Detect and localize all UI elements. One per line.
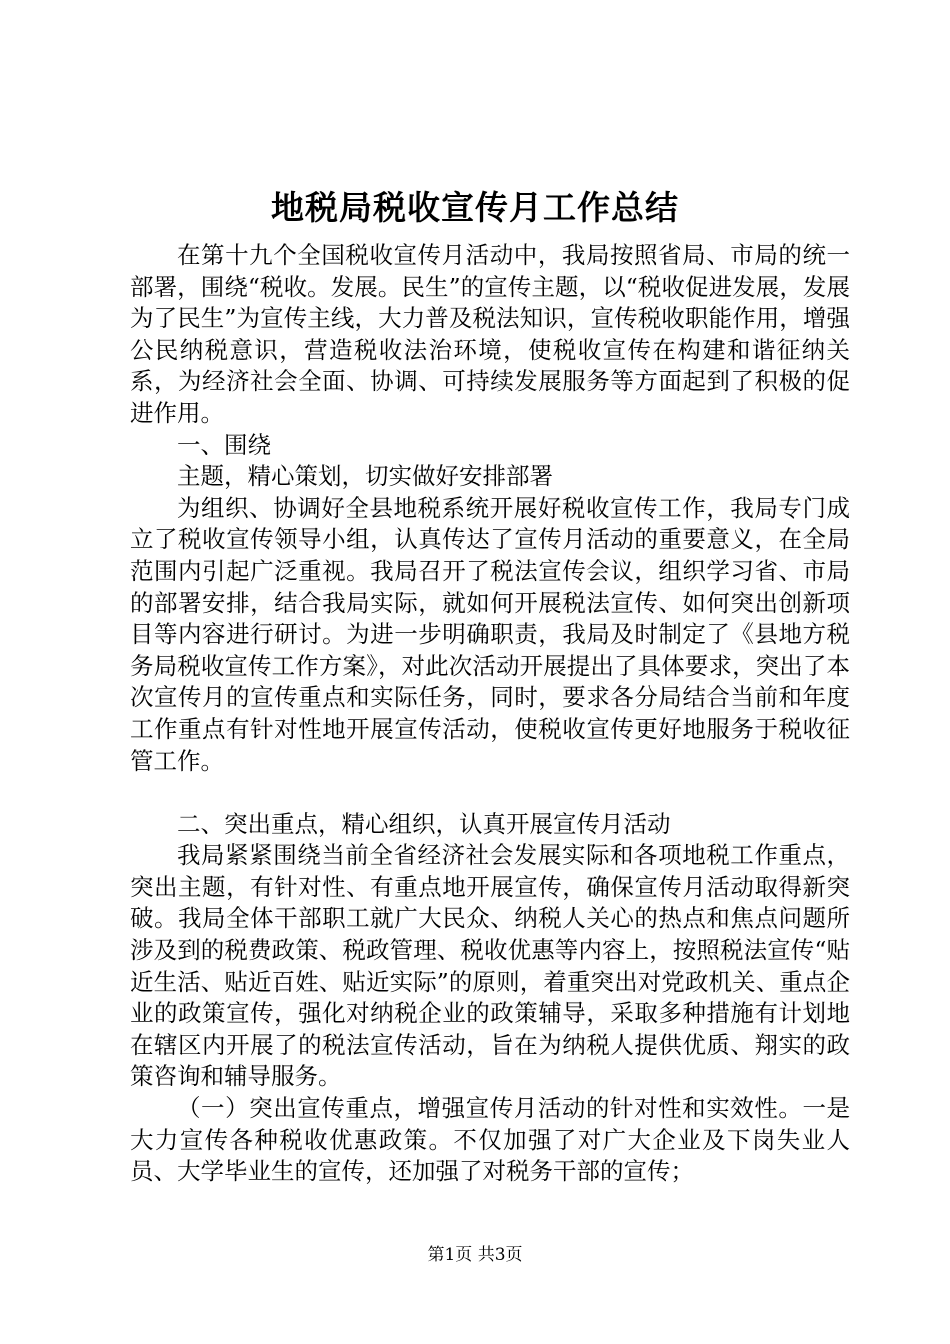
- page-footer: 第1页 共3页: [427, 1245, 523, 1265]
- paragraph-section-2: 我局紧紧围绕当前全省经济社会发展实际和各项地税工作重点，突出主题，有针对性、有重点地开展宣传，确保宣传月活动取得新突破。我局全体干部职工就广大民众、纳税人关心的热点和焦点问题所涉及到的税费政策、税政管理、税收优惠等内容上，按照税法宣传“贴近生活、贴近百姓、贴近实际”的原则，着重突出对党政机关、重点企业的政策宣传，强化对纳税企业的政策辅导，采取多种措施有计划地在辖区内开展了的税法宣传活动，旨在为纳税人提供优质、翔实的政策咨询和辅导服务。: [130, 841, 850, 1091]
- paragraph-intro: 在第十九个全国税收宣传月活动中，我局按照省局、市局的统一部署，围绕“税收。发展。民生”的宣传主题，以“税收促进发展，发展为了民生”为宣传主线，大力普及税法知识，宣传税收职能作用，增强公民纳税意识，营造税收法治环境，使税收宣传在构建和谐征纳关系，为经济社会全面、协调、可持续发展服务等方面起到了积极的促进作用。: [130, 241, 850, 427]
- section-heading-1-continued: 主题，精心策划，切实做好安排部署: [177, 462, 553, 491]
- section-heading-1: 一、围绕: [177, 430, 271, 459]
- document-body: [130, 240, 850, 1188]
- paragraph-gap: [130, 777, 850, 809]
- section-heading-2: 二、突出重点，精心组织，认真开展宣传月活动: [177, 809, 671, 838]
- paragraph-section-1: 为组织、协调好全县地税系统开展好税收宣传工作，我局专门成立了税收宣传领导小组，认真传达了宣传月活动的重要意义，在全局范围内引起广泛重视。我局召开了税法宣传会议，组织学习省、市局的部署安排，结合我局实际，就如何开展税法宣传、如何突出创新项目等内容进行研讨。为进一步明确职责，我局及时制定了《县地方税务局税收宣传工作方案》，对此次活动开展提出了具体要求，突出了本次宣传月的宣传重点和实际任务，同时，要求各分局结合当前和年度工作重点有针对性地开展宣传活动，使税收宣传更好地服务于税收征管工作。: [130, 493, 850, 775]
- document-title: 地税局税收宣传月工作总结: [271, 188, 679, 227]
- paragraph-subsection-1: （一）突出宣传重点，增强宣传月活动的针对性和实效性。一是大力宣传各种税收优惠政策。不仅加强了对广大企业及下岗失业人员、大学毕业生的宣传，还加强了对税务干部的宣传；: [130, 1094, 850, 1186]
